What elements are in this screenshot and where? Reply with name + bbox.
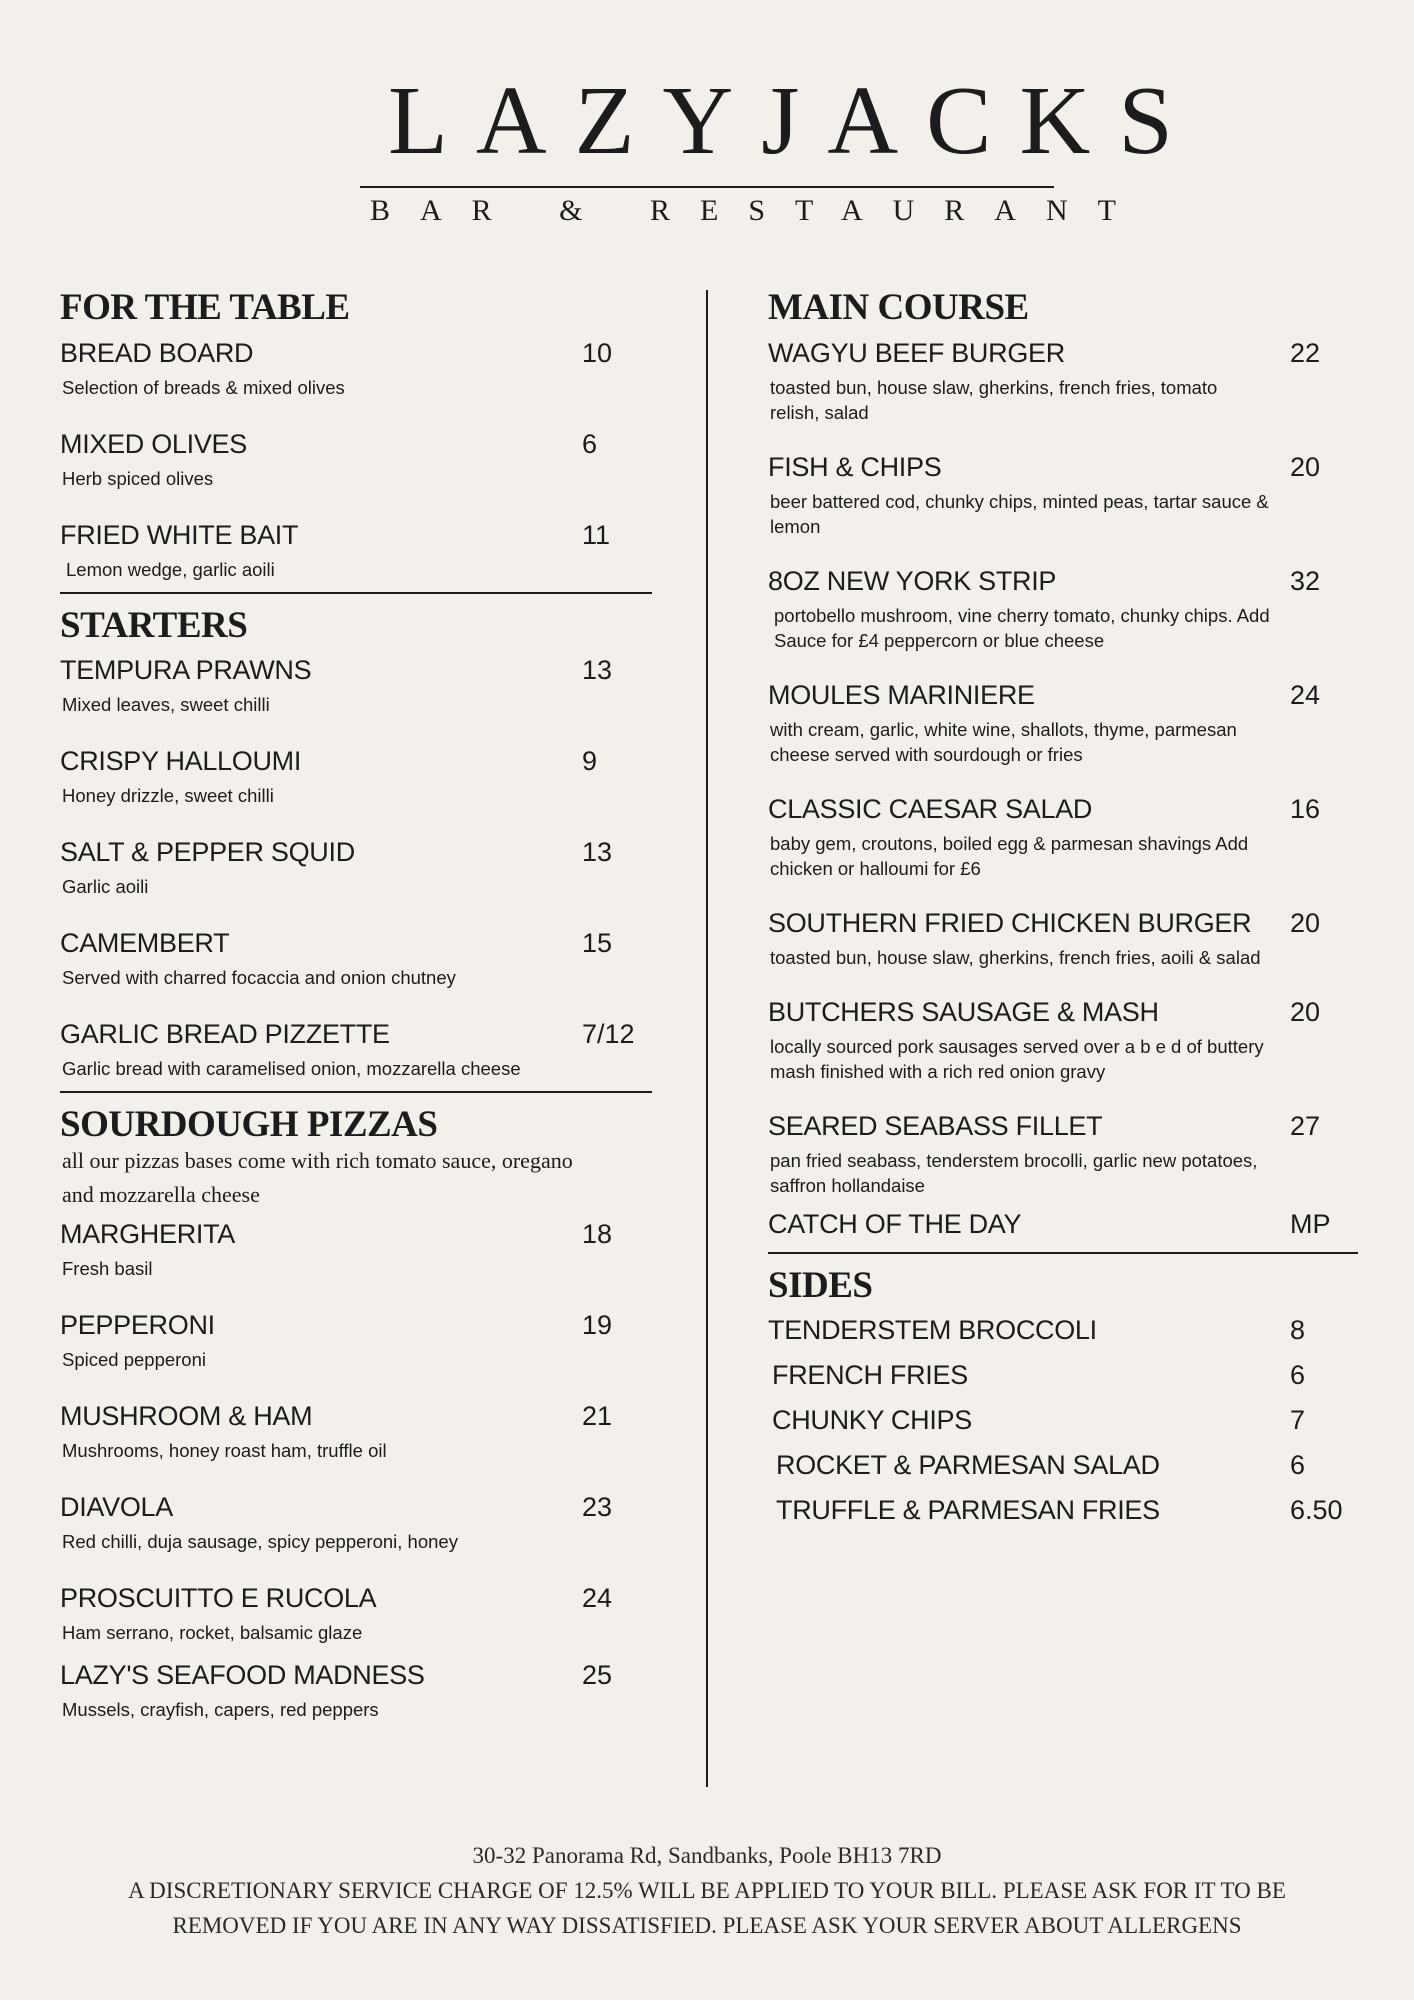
menu-item (768, 994, 1358, 1084)
item-price: 24 (1290, 679, 1321, 710)
item-name: PEPPERONI (60, 1310, 215, 1341)
item-price: 20 (1290, 451, 1321, 482)
item-price: 6.50 (1290, 1495, 1343, 1526)
item-description: Fresh basil (62, 1258, 153, 1280)
restaurant-logo (360, 67, 1201, 228)
menu-item (768, 563, 1358, 653)
section-rule (60, 1091, 652, 1093)
section-title-sourdough-pizzas: SOURDOUGH PIZZAS (60, 1104, 438, 1146)
column-divider (706, 290, 708, 1787)
item-name: FRIED WHITE BAIT (60, 519, 299, 550)
item-name: BUTCHERS SAUSAGE & MASH (768, 996, 1159, 1027)
item-name: PROSCUITTO E RUCOLA (60, 1583, 377, 1614)
item-name: GARLIC BREAD PIZZETTE (60, 1019, 390, 1050)
right-column (768, 288, 1358, 1537)
item-price: 23 (582, 1492, 613, 1523)
item-name: TEMPURA PRAWNS (60, 655, 312, 686)
section-title-sides: SIDES (768, 1264, 873, 1306)
item-price: 24 (582, 1583, 613, 1614)
menu-item (60, 1307, 652, 1372)
item-description: Mixed leaves, sweet chilli (62, 694, 270, 716)
menu-item (60, 834, 652, 899)
item-price: 22 (1290, 337, 1321, 368)
item-price: 11 (582, 519, 611, 550)
item-price: 13 (582, 837, 613, 868)
menu-item (768, 335, 1358, 425)
menu-item (60, 1580, 652, 1645)
item-name: ROCKET & PARMESAN SALAD (776, 1450, 1160, 1481)
item-price: 19 (582, 1310, 613, 1341)
menu-item (768, 1447, 1358, 1483)
item-description: toasted bun, house slaw, gherkins, french fries, tomato relish, salad (770, 376, 1218, 423)
item-description: Served with charred focaccia and onion chutney (62, 967, 456, 989)
item-price: 27 (1290, 1110, 1321, 1141)
menu-item (60, 1657, 652, 1722)
menu-item (60, 1398, 652, 1463)
item-price: 20 (1290, 996, 1321, 1027)
item-description: Garlic aoili (62, 876, 149, 898)
item-description: beer battered cod, chunky chips, minted peas, tartar sauce & lemon (770, 490, 1269, 537)
item-description: pan fried seabass, tenderstem brocolli, garlic new potatoes, saffron hollandaise (770, 1149, 1258, 1196)
item-name: SEARED SEABASS FILLET (768, 1110, 1103, 1141)
item-name: MIXED OLIVES (60, 428, 247, 459)
menu-item (60, 335, 652, 400)
item-description: portobello mushroom, vine cherry tomato, chunky chips. Add Sauce for £4 peppercorn or blue cheese (774, 604, 1270, 651)
item-name: WAGYU BEEF BURGER (768, 337, 1065, 368)
footer-address: 30-32 Panorama Rd, Sandbanks, Poole BH13 7RD (472, 1843, 942, 1868)
item-name: CRISPY HALLOUMI (60, 746, 302, 777)
footer (60, 1838, 1354, 1943)
item-name: MOULES MARINIERE (768, 679, 1035, 710)
menu-item (60, 1489, 652, 1554)
menu-item (768, 1312, 1358, 1348)
item-price: 6 (1290, 1450, 1306, 1481)
menu-item (768, 1206, 1358, 1242)
left-column (60, 288, 652, 1748)
menu-item (60, 925, 652, 990)
menu-item (768, 1492, 1358, 1528)
item-price: 6 (1290, 1360, 1306, 1391)
logo-title: LAZYJACKS (388, 67, 1201, 175)
item-name: SOUTHERN FRIED CHICKEN BURGER (768, 907, 1252, 938)
item-description: Red chilli, duja sausage, spicy pepperoni, honey (62, 1531, 458, 1553)
item-price: MP (1290, 1208, 1331, 1239)
menu-item (768, 449, 1358, 539)
section-title-for-the-table: FOR THE TABLE (60, 287, 350, 328)
item-name: SALT & PEPPER SQUID (60, 837, 355, 868)
item-description: Garlic bread with caramelised onion, mozzarella cheese (62, 1058, 521, 1080)
logo-rule (360, 186, 1054, 188)
item-description: baby gem, croutons, boiled egg & parmesan shavings Add chicken or halloumi for £6 (770, 832, 1249, 879)
sides-section (768, 1266, 1358, 1529)
menu-item (768, 1357, 1358, 1393)
item-price: 15 (582, 928, 613, 959)
item-price: 21 (582, 1401, 613, 1432)
menu-item (768, 677, 1358, 767)
item-description: toasted bun, house slaw, gherkins, french fries, aoili & salad (770, 946, 1261, 968)
section-rule (60, 592, 652, 594)
item-price: 25 (582, 1660, 613, 1691)
item-price: 18 (582, 1219, 613, 1250)
menu-item (768, 905, 1358, 970)
section-note: all our pizzas bases come with rich tomato sauce, oregano and mozzarella cheese (62, 1148, 573, 1208)
menu-item (60, 517, 652, 582)
item-name: CATCH OF THE DAY (768, 1208, 1022, 1239)
item-description: Spiced pepperoni (62, 1349, 206, 1371)
item-price: 7/12 (582, 1019, 635, 1050)
item-name: CHUNKY CHIPS (772, 1405, 972, 1436)
section-rule (768, 1252, 1358, 1254)
item-name: FISH & CHIPS (768, 451, 942, 482)
item-name: DIAVOLA (60, 1492, 173, 1523)
item-price: 32 (1290, 565, 1321, 596)
item-description: Mushrooms, honey roast ham, truffle oil (62, 1440, 387, 1462)
section-title-starters: STARTERS (60, 604, 248, 646)
item-price: 20 (1290, 907, 1321, 938)
menu-item (768, 1108, 1358, 1198)
item-description: Honey drizzle, sweet chilli (62, 785, 274, 807)
item-name: TENDERSTEM BROCCOLI (768, 1315, 1097, 1346)
item-name: TRUFFLE & PARMESAN FRIES (776, 1495, 1160, 1526)
menu-item (60, 426, 652, 491)
item-price: 10 (582, 337, 613, 368)
item-name: MARGHERITA (60, 1219, 236, 1250)
menu-item (60, 1216, 652, 1281)
logo-subtitle: BAR & RESTAURANT (370, 194, 1146, 227)
item-price: 8 (1290, 1315, 1306, 1346)
item-price: 6 (582, 428, 598, 459)
item-name: CAMEMBERT (60, 928, 230, 959)
item-description: Selection of breads & mixed olives (62, 376, 345, 398)
footer-notice: A DISCRETIONARY SERVICE CHARGE OF 12.5% WILL BE APPLIED TO YOUR BILL. PLEASE ASK FOR IT TO BE REMOVED IF YOU ARE IN ANY WAY DISSATISFIED. PLEASE ASK YOUR SERVER ABOUT ALLERGENS (128, 1878, 1286, 1938)
item-name: LAZY'S SEAFOOD MADNESS (60, 1660, 425, 1691)
item-name: BREAD BOARD (60, 337, 254, 368)
item-description: with cream, garlic, white wine, shallots, thyme, parmesan cheese served with sourdough or fries (770, 718, 1237, 765)
item-description: Lemon wedge, garlic aoili (66, 558, 275, 580)
item-price: 16 (1290, 793, 1321, 824)
item-name: MUSHROOM & HAM (60, 1401, 313, 1432)
menu-item (60, 743, 652, 808)
item-description: Mussels, crayfish, capers, red peppers (62, 1699, 379, 1721)
menu-item (60, 652, 652, 717)
item-description: Herb spiced olives (62, 467, 214, 489)
menu-item (768, 1402, 1358, 1438)
section-title-main-course: MAIN COURSE (768, 287, 1029, 328)
menu-item (60, 1016, 652, 1081)
menu-item (768, 791, 1358, 881)
item-description: Ham serrano, rocket, balsamic glaze (62, 1622, 363, 1644)
item-name: CLASSIC CAESAR SALAD (768, 793, 1093, 824)
item-price: 13 (582, 655, 613, 686)
item-price: 9 (582, 746, 598, 777)
item-name: FRENCH FRIES (772, 1360, 968, 1391)
item-description: locally sourced pork sausages served over a b e d of buttery mash finished with a rich red onion gravy (770, 1035, 1264, 1082)
item-price: 7 (1290, 1405, 1306, 1436)
item-name: 8OZ NEW YORK STRIP (768, 565, 1057, 596)
